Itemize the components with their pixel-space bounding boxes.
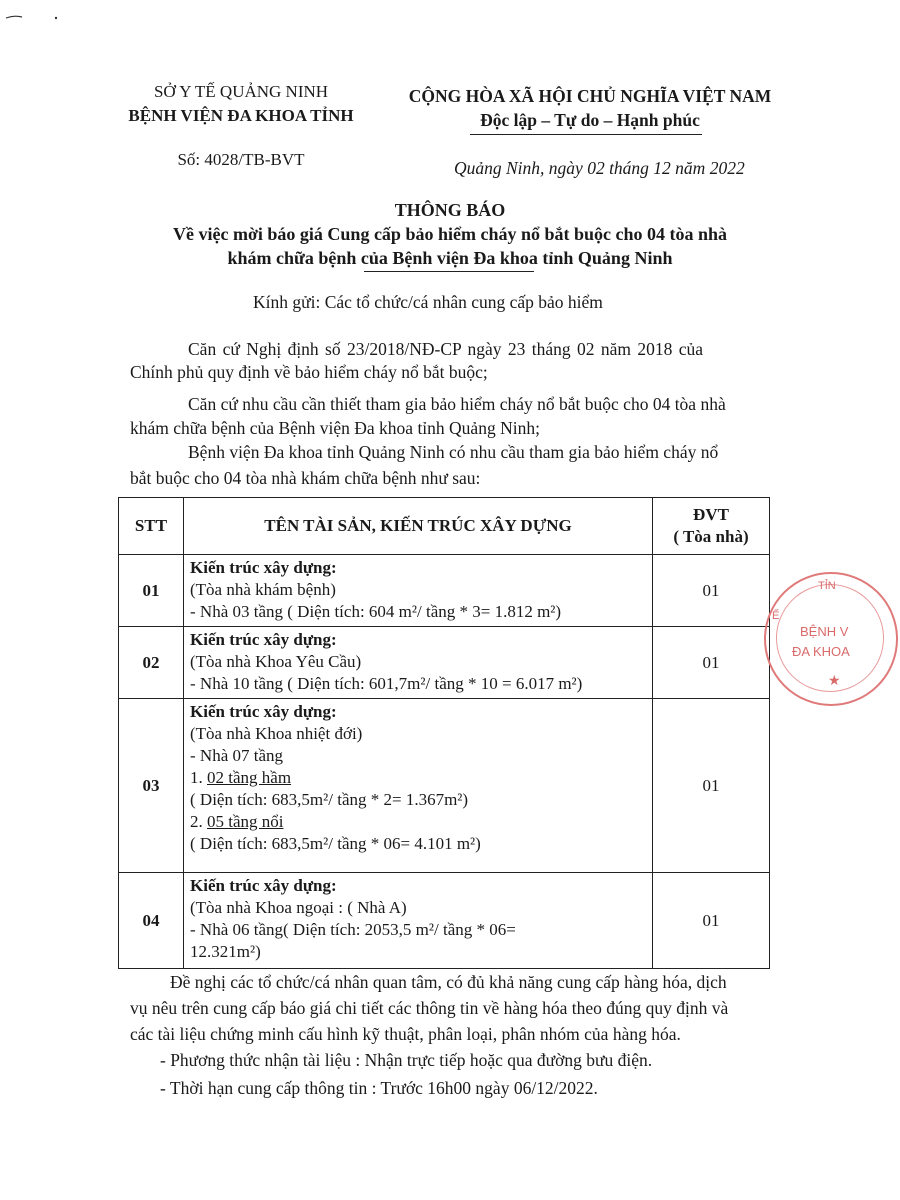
table-row (119, 873, 770, 969)
seal-top-fragment: TỈN (818, 580, 836, 592)
seal-side-fragment: Ế (772, 610, 780, 622)
header-org: SỞ Y TẾ QUẢNG NINH (153, 82, 329, 101)
row-description (184, 627, 653, 699)
recipient-line: Kính gửi: Các tổ chức/cá nhân cung cấp bảo hiểm (253, 292, 603, 312)
row-sub2-label: 05 tầng nổi (207, 812, 284, 831)
row-dvt: 01 (653, 627, 770, 699)
row-stt: 01 (119, 555, 184, 627)
date-line: Quảng Ninh, ngày 02 tháng 12 năm 2022 (454, 158, 745, 178)
header-asset-name (184, 498, 653, 555)
row-dvt: 01 (653, 555, 770, 627)
row-building: (Tòa nhà Khoa ngoại : ( Nhà A) (190, 898, 407, 917)
seal-line1: BỆNH V (800, 624, 849, 639)
row-stt: 03 (119, 699, 184, 873)
receipt-method: - Phương thức nhận tài liệu : Nhận trực tiếp hoặc qua đường bưu điện. (160, 1050, 653, 1070)
row-heading: Kiến trúc xây dựng: (190, 630, 337, 649)
header-dvt-line2: ( Tòa nhà) (673, 527, 749, 546)
header-hospital: BỆNH VIỆN ĐA KHOA TỈNH (128, 106, 354, 125)
row-sub1-label: 02 tầng hầm (207, 768, 292, 787)
subject-underline (364, 271, 534, 272)
paragraph-2-line2: khám chữa bệnh của Bệnh viện Đa khoa tỉnh Quảng Ninh; (130, 418, 540, 438)
row-detail-continued: 12.321m²) (190, 942, 261, 961)
paragraph-1-line2: Chính phủ quy định về bảo hiểm cháy nổ bắt buộc; (130, 362, 488, 382)
seal-line2: ĐA KHOA (792, 644, 850, 659)
row-sub1 (190, 767, 646, 789)
header-stt: STT (119, 498, 184, 555)
header-dvt (653, 498, 770, 555)
document-subject-line1: Về việc mời báo giá Cung cấp bảo hiểm cháy nổ bắt buộc cho 04 tòa nhà (172, 224, 727, 244)
row-stt: 04 (119, 873, 184, 969)
closing-line3: các tài liệu chứng minh cấu hình kỹ thuật, phân loại, phân nhóm của hàng hóa. (130, 1024, 681, 1044)
doc-number: Số: 4028/TB-BVT (177, 150, 305, 169)
row-dvt: 01 (653, 699, 770, 873)
row-heading: Kiến trúc xây dựng: (190, 702, 337, 721)
row-detail: - Nhà 06 tầng( Diện tích: 2053,5 m²/ tầng * 06= (190, 920, 516, 939)
paragraph-1-line1: Căn cứ Nghị định số 23/2018/NĐ-CP ngày 23 tháng 02 năm 2018 của (188, 339, 704, 359)
table-row (119, 627, 770, 699)
paragraph-3-line1: Bệnh viện Đa khoa tỉnh Quảng Ninh có nhu cầu tham gia bảo hiểm cháy nổ (188, 442, 719, 462)
table-row (119, 699, 770, 873)
assets-table (118, 497, 770, 969)
table-header-row (119, 498, 770, 555)
document-heading: THÔNG BÁO (394, 200, 506, 220)
row-sub1-prefix: 1. (190, 768, 207, 787)
hospital-seal (764, 572, 898, 706)
closing-line2: vụ nêu trên cung cấp báo giá chi tiết các thông tin về hàng hóa theo đúng quy định và (130, 998, 729, 1018)
header-country: CỘNG HÒA XÃ HỘI CHỦ NGHĨA VIỆT NAM (408, 86, 772, 106)
paragraph-3-line2: bắt buộc cho 04 tòa nhà khám chữa bệnh như sau: (130, 468, 481, 488)
paragraph-2-line1: Căn cứ nhu cầu cần thiết tham gia bảo hiểm cháy nổ bắt buộc cho 04 tòa nhà (188, 394, 726, 414)
row-dvt: 01 (653, 873, 770, 969)
scan-artifact-mark (4, 12, 64, 22)
row-building: (Tòa nhà Khoa Yêu Cầu) (190, 652, 362, 671)
header-motto: Độc lập – Tự do – Hạnh phúc (480, 110, 700, 130)
row-description (184, 699, 653, 873)
row-description (184, 873, 653, 969)
row-building: (Tòa nhà Khoa nhiệt đới) (190, 724, 363, 743)
row-detail: - Nhà 10 tầng ( Diện tích: 601,7m²/ tầng * 10 = 6.017 m²) (190, 674, 583, 693)
row-sub1-area: ( Diện tích: 683,5m²/ tầng * 2= 1.367m²) (190, 790, 469, 809)
motto-underline (470, 134, 702, 135)
submission-deadline: - Thời hạn cung cấp thông tin : Trước 16h00 ngày 06/12/2022. (160, 1078, 598, 1098)
header-asset-name-text: TÊN TÀI SẢN, KIẾN TRÚC XÂY DỰNG (264, 516, 572, 535)
header-dvt-line1: ĐVT (693, 505, 729, 524)
row-heading: Kiến trúc xây dựng: (190, 558, 337, 577)
closing-line1: Đề nghị các tổ chức/cá nhân quan tâm, có đủ khả năng cung cấp hàng hóa, dịch (170, 972, 727, 992)
document-subject-line2: khám chữa bệnh của Bệnh viện Đa khoa tỉnh Quảng Ninh (227, 248, 673, 268)
seal-star-icon: ★ (828, 672, 841, 688)
row-detail: - Nhà 07 tầng (190, 746, 284, 765)
row-sub2-area: ( Diện tích: 683,5m²/ tầng * 06= 4.101 m²) (190, 834, 481, 853)
row-stt: 02 (119, 627, 184, 699)
seal-clip (764, 572, 850, 712)
row-heading: Kiến trúc xây dựng: (190, 876, 337, 895)
row-building: (Tòa nhà khám bệnh) (190, 580, 336, 599)
row-description (184, 555, 653, 627)
row-sub2 (190, 811, 646, 833)
row-detail: - Nhà 03 tầng ( Diện tích: 604 m²/ tầng * 3= 1.812 m²) (190, 602, 562, 621)
row-sub2-prefix: 2. (190, 812, 207, 831)
table-row (119, 555, 770, 627)
